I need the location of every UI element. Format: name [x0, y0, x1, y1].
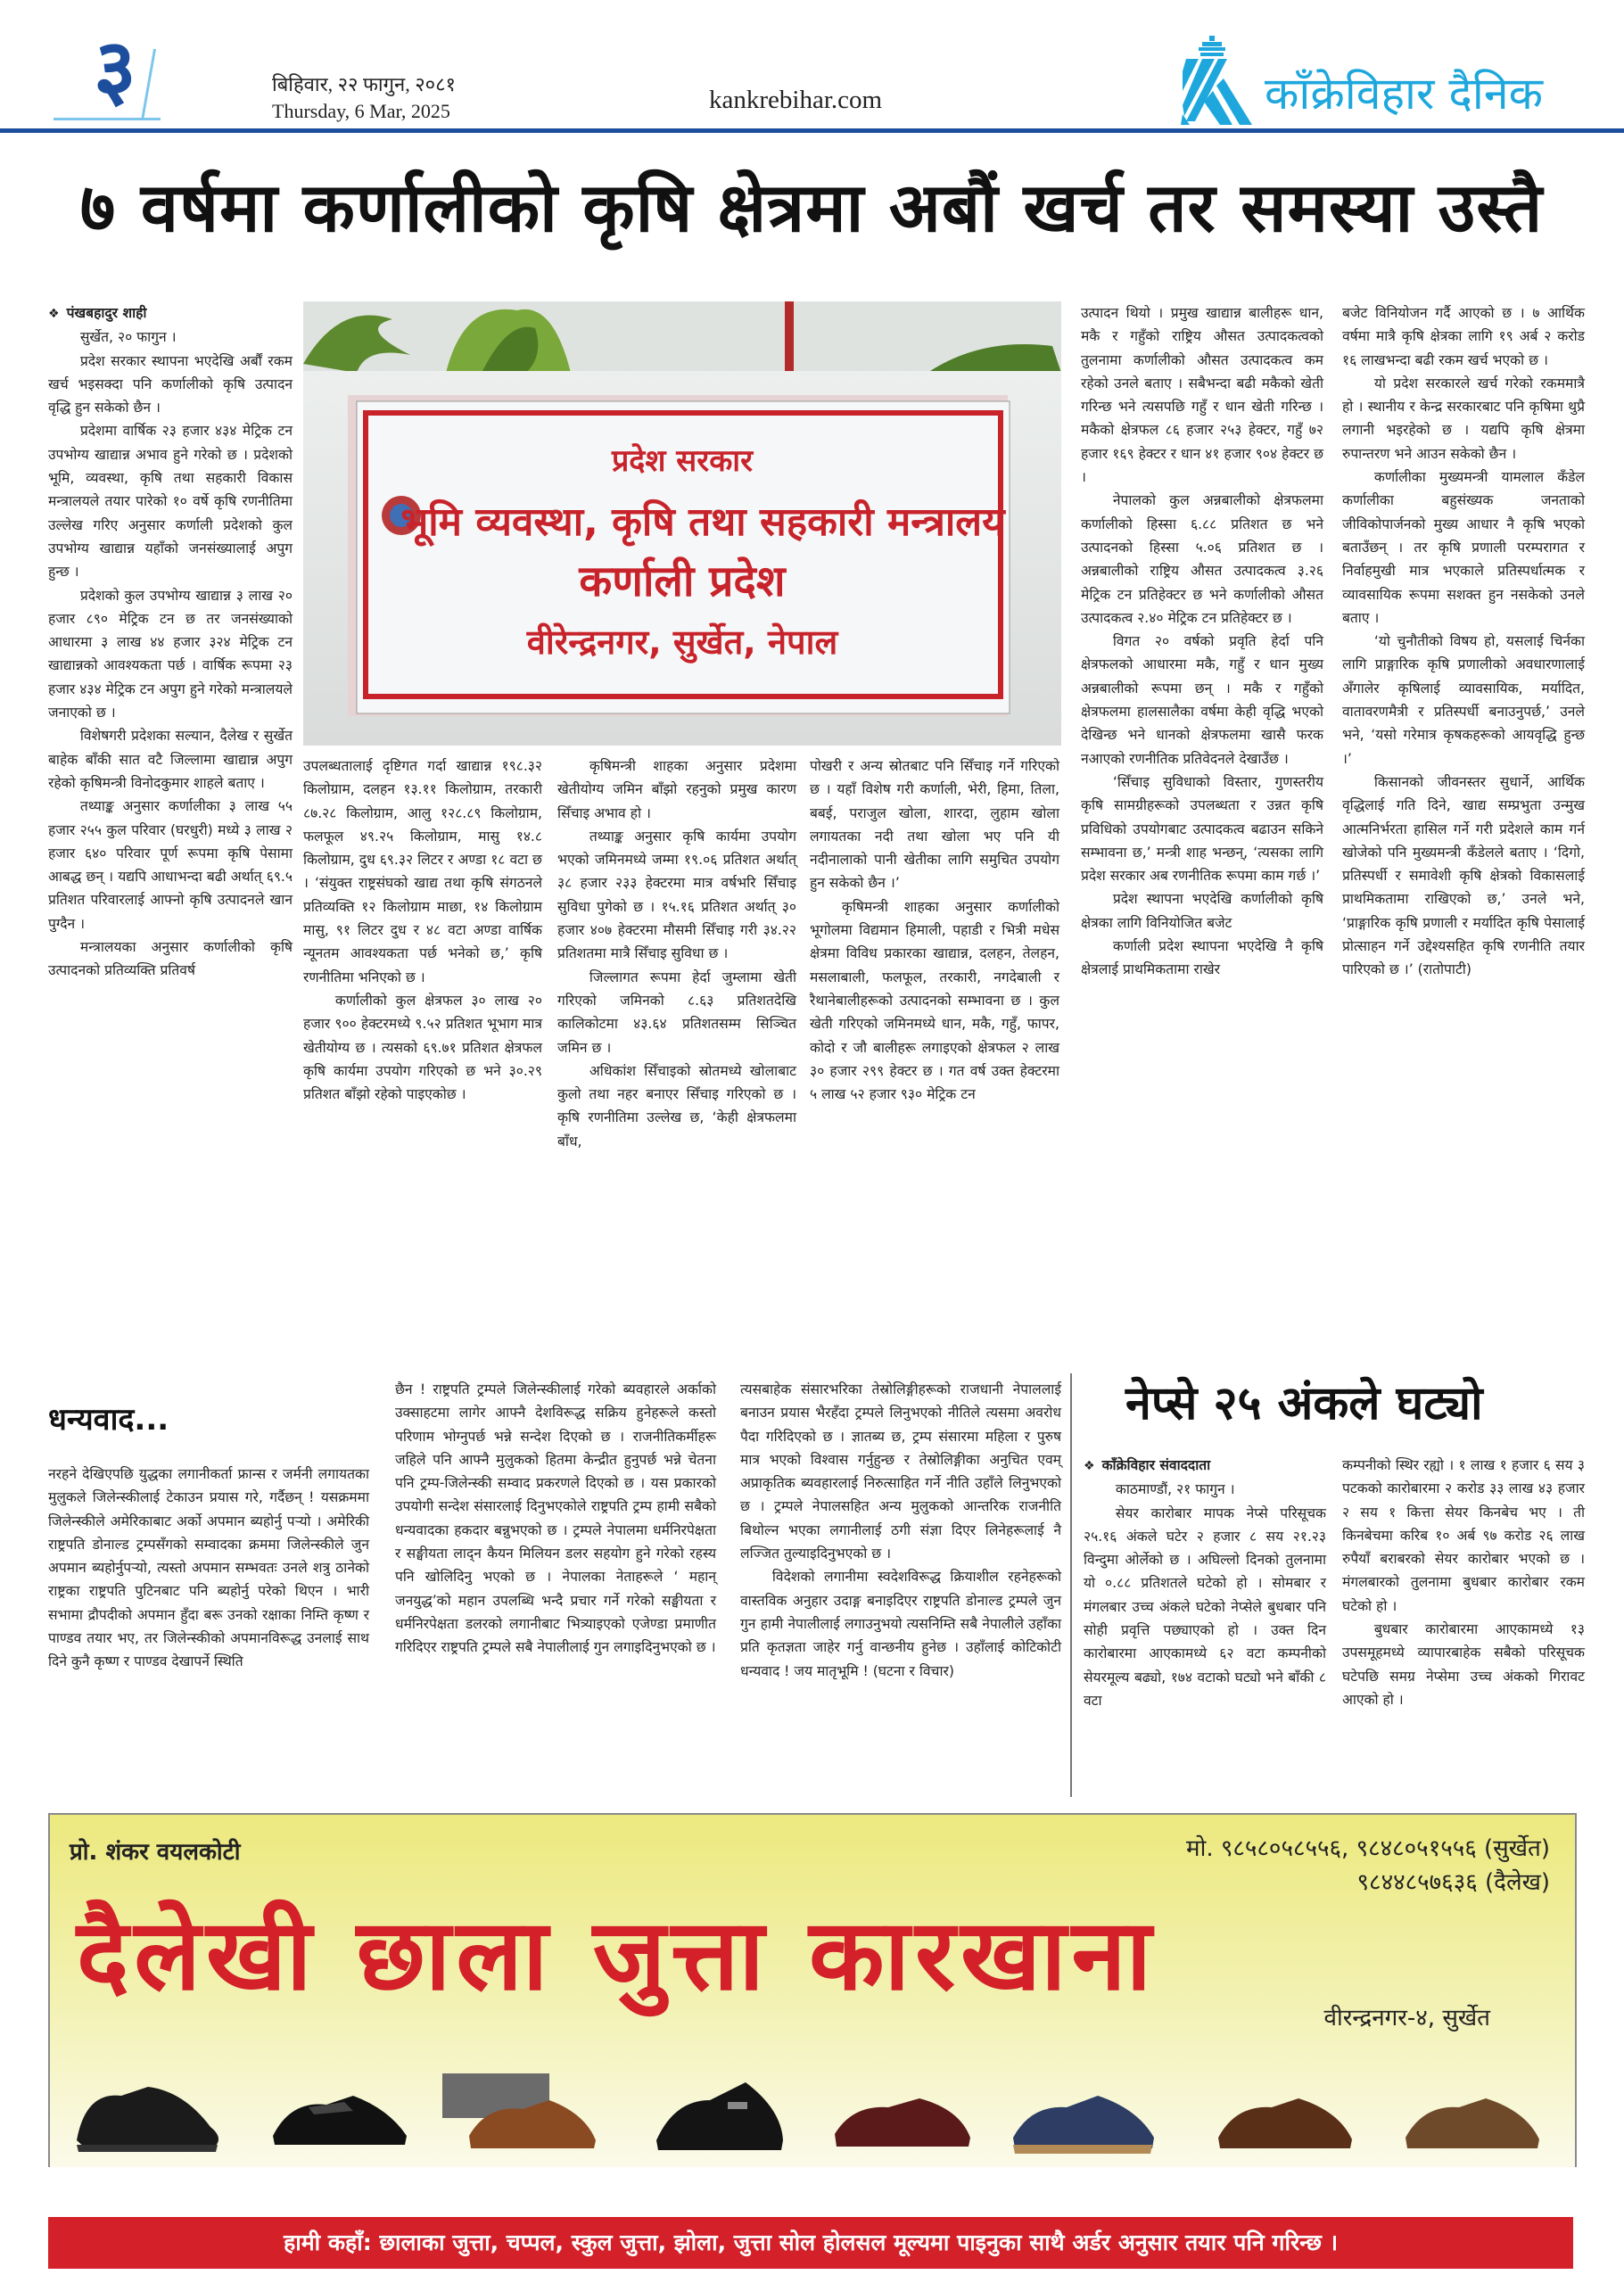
date-english: Thursday, 6 Mar, 2025 — [272, 100, 450, 122]
date-nepali: बिहिवार, २२ फागुन, २०८१ — [272, 73, 456, 95]
sign-line-4: वीरेन्द्रनगर, सुर्खेत, नेपाल — [526, 622, 838, 662]
shoe-image — [630, 2056, 790, 2163]
opinion-column-3 — [740, 1378, 1061, 1683]
paragraph: यो प्रदेश सरकारले खर्च गरेको रकममात्रै हो । स्थानीय र केन्द्र सरकारबाट पनि कृषिमा थुप्रै लगानी भइरहेको छ । यद्यपि कृषि क्षेत्रमा रुपान्तरण भने आउन सकेको छैन । — [1342, 375, 1585, 462]
paragraph: अधिकांश सिँचाइको स्रोतमध्ये खोलाबाट कुलो तथा नहर बनाएर सिँचाइ गरिएको छ । कृषि रणनीतिमा उल्लेख छ, ‘केही क्षेत्रफलमा बाँध, — [557, 1062, 796, 1150]
paragraph: ‘सिँचाइ सुविधाको विस्तार, गुणस्तरीय कृषि सामग्रीहरूको उपलब्धता र उन्नत कृषि प्रविधिको उपयोगबाट उत्पादकत्व बढाउन सकिने सम्भावना छ,’ मन्त्री शाह भन्छन्, ‘त्यसका लागि प्रदेश सरकार अब रणनीतिक रूपमा काम गर्छ ।’ — [1081, 773, 1323, 885]
sign-line-2: भूमि व्यवस्था, कृषि तथा सहकारी मन्त्रालय — [400, 499, 1005, 545]
paragraph: कर्णालीको कुल क्षेत्रफल ३० लाख २० हजार ९०० हेक्टरमध्ये ९.५२ प्रतिशत भूभाग मात्र खेतीयोग्य छ । त्यसको ६९.७१ प्रतिशत क्षेत्रफल कृषि कार्यमा उपयोग गरिएको छ भने ३०.२९ प्रतिशत बाँझो रहेको पाइएकोछ । — [303, 992, 542, 1103]
paragraph: नेपालको कुल अन्नबालीको क्षेत्रफलमा कर्णालीको हिस्सा ६.८८ प्रतिशत छ भने उत्पादनको हिस्सा ५.०६ प्रतिशत छ । अन्नबालीको राष्ट्रिय औसत उत्पादकत्व ३.२६ मेट्रिक टन प्रतिहेक्टर छ भने कर्णालीको औसत उत्पादकत्व २.४० मेट्रिक टन प्रतिहेक्टर छ । — [1081, 492, 1323, 626]
paragraph: कृषिमन्त्री शाहका अनुसार प्रदेशमा खेतीयोग्य जमिन बाँझो रहनुको प्रमुख कारण सिँचाइ अभाव हो । — [557, 758, 796, 821]
paragraph: ‘यो चुनौतीको विषय हो, यसलाई चिर्नका लागि प्राङ्गारिक कृषि प्रणालीको अवधारणालाई अँगालेर कृषिलाई व्यावसायिक, मर्यादित, वातावरणमैत्री र प्रतिस्पर्धी बनाउनुपर्छ,’ उनले भने, ‘यसो गरेमात्र कृषकहरूको आयवृद्धि हुन्छ ।’ — [1342, 633, 1585, 767]
main-article-column-6 — [1342, 301, 1585, 982]
shoe-image — [1200, 2056, 1361, 2163]
ad-owner: प्रो. शंकर वयलकोटी — [70, 1839, 241, 1866]
temple-logo-icon — [1177, 36, 1262, 129]
byline-author: काँक्रेविहार संवाददाता — [1101, 1457, 1211, 1473]
paragraph: छैन ! राष्ट्रपति ट्रम्पले जिलेन्स्कीलाई गरेको ब्यवहारले अर्काको उक्साहटमा लागेर आफ्नै देशविरूद्ध सक्रिय हुनेहरूले कस्तो परिणाम भोग्नुपर्छ भन्ने सन्देश दिएको छ । राजनीतिकर्मीहरू जहिले पनि आफ्नै मुलुकको हितमा केन्द्रीत हुनुपर्छ भन्ने चेतना पनि ट्रम्प-जिलेन्स्की सम्वाद प्रकरणले दिएको छ । यस प्रकारको उपयोगी सन्देश संसारलाई दिनुभएकोले राष्ट्रपति ट्रम्प हामी सबैको धन्यवादका हकदार बन्नुभएको छ । ट्रम्पले नेपालमा धर्मनिरपेक्षता र सङ्घीयता लाद्न कैयन मिलियन डलर सहयोग हुने गरेको रहस्य पनि खोलिदिनु भएको छ । नेपालका नेताहरूले ‘ महान् जनयुद्ध’को महान उपलब्धि भन्दै प्रचार गर्ने गरेको सङ्घीयता र धर्मनिरपेक्षता डलरको लगानीबाट भित्र्याइएको एजेण्डा प्रमाणीत गरिदिएर राष्ट्रपति ट्रम्पले सबै नेपालीलाई गुन लगाइदिनुभएको छ । — [395, 1381, 716, 1656]
dateline-location: सुर्खेत, २० फागुन । — [79, 329, 177, 346]
shoe-image — [442, 2056, 603, 2163]
byline-author: पंखबहादुर शाही — [66, 305, 147, 321]
paragraph: विगत २० वर्षको प्रवृति हेर्दा पनि क्षेत्रफलको आधारमा मकै, गहुँ र धान मुख्य अन्नबालीको रूपमा छन् । मकै र गहुँको क्षेत्रफलमा हालसालैका वर्षमा केही वृद्धि भएको देखिन्छ भने धानको क्षेत्रफलमा खासै फरक नआएको रणनीतिक प्रतिवेदनले देखाउँछ । — [1081, 633, 1323, 767]
ad-business-name: दैलेखी छाला जुत्ता कारखाना — [77, 1898, 1158, 2012]
paragraph: विशेषगरी प्रदेशका सल्यान, दैलेख र सुर्खेत बाहेक बाँकी सात वटै जिल्लामा खाद्यान्न अपुग रहेको कृषिमन्त्री विनोदकुमार शाहले बताए । — [48, 728, 293, 791]
shoe-factory-advertisement[interactable] — [48, 1813, 1577, 2167]
paragraph: कर्णाली प्रदेश स्थापना भएदेखि नै कृषि क्षेत्रलाई प्राथमिकतामा राखेर — [1081, 938, 1323, 978]
shoe-image — [1004, 2056, 1165, 2163]
opinion-headline: धन्यवाद... — [48, 1402, 169, 1438]
paragraph: सेयर कारोबार मापक नेप्से परिसूचक २५.१६ अंकले घटेर २ हजार ८ सय २१.२३ विन्दुमा ओर्लेको छ । अघिल्लो दिनको तुलनामा यो ०.८८ प्रतिशतले घटेको हो । सोमबार र मंगलबार उच्च अंकले घटेको नेप्सेले बुधबार पनि सोही प्रवृत्ति पछ्याएको हो । उक्त दिन कारोबारमा आएकामध्ये ६२ वटा कम्पनीको सेयरमूल्य बढ्यो, १७४ वटाको घट्यो भने बाँकी ८ वटा — [1084, 1504, 1326, 1709]
logo-wordmark: काँक्रेविहार दैनिक — [1265, 68, 1543, 120]
nepse-headline: नेप्से २५ अंकले घट्यो — [1125, 1377, 1483, 1430]
main-article-column-4 — [810, 754, 1059, 1106]
paragraph: मन्त्रालयका अनुसार कर्णालीको कृषि उत्पादनको प्रतिव्यक्ति प्रतिवर्ष — [48, 939, 293, 979]
ad-address: वीरन्द्रनगर-४, सुर्खेत — [1323, 2005, 1490, 2032]
byline — [48, 301, 293, 326]
sign-line-3: कर्णाली प्रदेश — [579, 556, 786, 606]
paragraph: कम्पनीको स्थिर रह्यो । १ लाख १ हजार ६ सय ३ पटकको कारोबारमा २ करोड ३३ लाख ४३ हजार २ सय १ कित्ता सेयर किनबेच भए । ती किनबेचमा करिब १० अर्ब ९७ करोड २६ लाख रुपैयाँ बराबरको सेयर कारोबार भएको छ । मंगलबारको तुलनामा बुधबार कारोबार रकम घटेको हो । — [1342, 1457, 1585, 1614]
website-link[interactable]: kankrebihar.com — [709, 86, 883, 114]
dateline — [272, 71, 456, 125]
paragraph: तथ्याङ्क अनुसार कृषि कार्यमा उपयोग भएको जमिनमध्ये जम्मा १९.०६ प्रतिशत अर्थात् ३८ हजार २३३ हेक्टरमा मात्र वर्षभरि सिँचाइ सुविधा पुगेको छ । १५.१६ प्रतिशत अर्थात् ३० हजार ४०७ हेक्टरमा मौसमी सिँचाइ गरी ३४.२२ प्रतिशतमा मात्रै सिँचाइ सुविधा छ । — [557, 828, 796, 962]
column-divider — [1070, 1373, 1072, 1797]
paragraph: किसानको जीवनस्तर सुधार्ने, आर्थिक वृद्धिलाई गति दिने, खाद्य सम्प्रभुता उन्मुख आत्मनिर्भरता हासिल गर्ने गरी प्रदेशले काम गर्न खोजेको पनि मुख्यमन्त्री कँडेलले बताए । ‘दिगो, प्रतिस्पर्धी र समावेशी कृषि क्षेत्रको विकासलाई प्राथमिकतामा राखिएको छ,’ उनले भने, ‘प्राङ्गारिक कृषि प्रणाली र मर्यादित कृषि पेसालाई प्रोत्साहन गर्ने उद्देश्यसहित कृषि रणनीति तयार पारिएको छ ।’ (रातोपाटी) — [1342, 773, 1585, 978]
paragraph: कर्णालीका मुख्यमन्त्री यामलाल कँडेल कर्णालीका बहुसंख्यक जनताको जीविकोपार्जनको मुख्य आधार नै कृषि भएको बताउँछन् । तर कृषि प्रणाली परम्परागत र निर्वाहमुखी मात्र भएकाले प्रतिस्पर्धात्मक र व्यावसायिक रूपमा सशक्त हुन नसकेको उनले बताए । — [1342, 469, 1585, 626]
shoe-image — [1388, 2056, 1548, 2163]
paragraph: उपलब्धतालाई दृष्टिगत गर्दा खाद्यान्न १९८.३२ किलोग्राम, दलहन १३.११ किलोग्राम, तरकारी ८७.२८ किलोग्राम, आलु १२८.८९ किलोग्राम, फलफूल ४९.२५ किलोग्राम, मासु १४.८ किलोग्राम, दुध ६९.३२ लिटर र अण्डा १८ वटा छ । ‘संयुक्त राष्ट्रसंघको खाद्य तथा कृषि संगठनले प्रतिव्यक्ति १२ किलोग्राम माछा, १४ किलोग्राम मासु, ९१ लिटर दुध र ४८ वटा अण्डा वार्षिक न्यूनतम आवश्यकता पर्छ भनेको छ,’ कृषि रणनीतिमा भनिएको छ । — [303, 758, 542, 985]
ministry-signboard-photo — [303, 301, 1061, 746]
shoe-image — [68, 2056, 228, 2163]
paragraph: त्यसबाहेक संसारभरिका तेस्रोलिङ्गीहरूको राजधानी नेपाललाई बनाउन प्रयास भैरहँदा ट्रम्पले लिनुभएको नीतिले त्यसमा अवरोध पैदा गरिदिएको छ । ज्ञातब्य छ, ट्रम्प संसारमा महिला र पुरुष मात्र भएको विश्वास गर्नुहुन्छ र तेस्रोलिङ्गीका अनुचित एवम् अप्राकृतिक ब्यवहारलाई निरुत्साहित गर्ने नीति उहाँले लिनुभएको छ । ट्रम्पले नेपालसहित अन्य मुलुकको आन्तरिक राजनीति बिथोल्न भएका लगानीलाई ठगी संज्ञा दिएर लिनेहरूलाई नै लज्जित तुल्याइदिनुभएको छ । — [740, 1381, 1061, 1562]
shoe-image — [255, 2056, 416, 2163]
paragraph: विदेशको लगानीमा स्वदेशविरूद्ध क्रियाशील रहनेहरूको वास्तविक अनुहार उदाङ्ग बनाइदिएर राष्ट्रपति डोनाल्ड ट्रम्पले जुन गुन हामी नेपालीलाई लगाउनुभयो त्यसनिम्ति सबै नेपालीले उहाँका प्रति कृतज्ञता जाहेर गर्नु वान्छनीय हुनेछ । उहाँलाई कोटिकोटी धन्यवाद ! जय मातृभूमि ! (घटना र विचार) — [740, 1569, 1061, 1679]
ad-phone-secondary: ९८४४८५७६३६ (दैलेख) — [1356, 1869, 1550, 1896]
paragraph: प्रदेशमा वार्षिक २३ हजार ४३४ मेट्रिक टन उपभोग्य खाद्यान्न अभाव हुने गरेको छ । प्रदेशको भूमि, व्यवस्था, कृषि तथा सहकारी विकास मन्त्रालयले तयार पारेको १० वर्षे कृषि रणनीतिमा उल्लेख गरिए अनुसार कर्णाली प्रदेशको कुल उपभोग्य खाद्यान्न यहाँको जनसंख्यालाई अपुग हुन्छ । — [48, 423, 293, 581]
diamond-bullet-icon: ❖ — [1084, 1459, 1095, 1473]
paragraph: बुधबार कारोबारमा आएकामध्ये १३ उपसमूहमध्ये व्यापारबाहेक सबैको परिसूचक घटेपछि समग्र नेप्सेमा उच्च अंकको गिरावट आएको हो । — [1342, 1621, 1585, 1708]
paragraph: कृषिमन्त्री शाहका अनुसार कर्णालीको भूगोलमा विद्यमान हिमाली, पहाडी र भित्री मधेस क्षेत्रमा विविध प्रकारका खाद्यान्न, दलहन, तेलहन, मसलाबाली, फलफूल, तरकारी, नगदेबाली र रैथानेबालीहरूको उत्पादनको सम्भावना छ । कुल खेती गरिएको जमिनमध्ये धान, मकै, गहुँ, फापर, कोदो र जौ बालीहरू लगाइएको क्षेत्रफल २ लाख ३० हजार २९९ हेक्टर छ । गत वर्ष उक्त हेक्टरमा ५ लाख ५२ हजार ९३० मेट्रिक टन — [810, 898, 1059, 1103]
paragraph: उत्पादन थियो । प्रमुख खाद्यान्न बालीहरू धान, मकै र गहुँको राष्ट्रिय औसत उत्पादकत्वको तुलनामा कर्णालीको औसत उत्पादकत्व कम रहेको उनले बताए । सबैभन्दा बढी मकैको खेती गरिन्छ भने त्यसपछि गहुँ र धान खेती गरिन्छ । मकैको क्षेत्रफल ८६ हजार २५३ हेक्टर, गहुँ ७२ हजार १६९ हेक्टर र धान ४१ हजार ९०४ हेक्टर छ । — [1081, 305, 1323, 486]
paragraph: प्रदेश स्थापना भएदेखि कर्णालीको कृषि क्षेत्रका लागि विनियोजित बजेट — [1081, 891, 1323, 931]
paragraph: जिल्लागत रूपमा हेर्दा जुम्लामा खेती गरिएको जमिनको ८.६३ प्रतिशतदेखि कालिकोटमा ४३.६४ प्रतिशतसम्म सिञ्चित जमिन छ । — [557, 968, 796, 1056]
paragraph: प्रदेशको कुल उपभोग्य खाद्यान्न ३ लाख २० हजार ८९० मेट्रिक टन छ तर जनसंख्याको आधारमा ३ लाख ४४ हजार ३२४ मेट्रिक टन खाद्यान्नको आवश्यकता पर्छ । वार्षिक रूपमा २३ हजार ४३४ मेट्रिक टन अपुग हुने गरेको मन्त्रालयले जनाएको छ । — [48, 587, 293, 721]
paragraph: प्रदेश सरकार स्थापना भएदेखि अर्बौं रकम खर्च भइसक्दा पनि कर्णालीको कृषि उत्पादन वृद्धि हुन सकेको छैन । — [48, 352, 293, 416]
ad-footer-banner: हामी कहाँ: छालाका जुत्ता, चप्पल, स्कुल जुत्ता, झोला, जुत्ता सोल होलसल मूल्यमा पाइनुका साथै अर्डर अनुसार तयार पनि गरिन्छ । — [48, 2217, 1573, 2269]
page-number-decor — [141, 49, 156, 120]
page-number-badge — [54, 21, 161, 120]
dateline-location: काठमाण्डौं, २१ फागुन । — [1115, 1481, 1235, 1498]
byline — [1084, 1454, 1326, 1478]
page-number: ३ — [94, 21, 136, 117]
main-article-column-5 — [1081, 301, 1323, 982]
masthead-logo — [1177, 36, 1587, 129]
opinion-column-1 — [48, 1463, 369, 1674]
main-headline: ७ वर्षमा कर्णालीको कृषि क्षेत्रमा अबौं खर्च तर समस्या उस्तै — [79, 168, 1544, 247]
diamond-bullet-icon: ❖ — [48, 307, 60, 321]
sign-line-1: प्रदेश सरकार — [611, 443, 754, 479]
main-article-column-2 — [303, 754, 542, 1106]
main-article-column-3 — [557, 754, 796, 1153]
paragraph: नरहने देखिएपछि युद्धका लगानीकर्ता फ्रान्स र जर्मनी लगायतका मुलुकले जिलेन्स्कीलाई टेकाउन प्रयास गरे, गर्दैछन् ! यसक्रममा जिलेन्स्कीले अमेरिकाबाट अर्को अपमान ब्यहोर्नु पऱ्यो । अमेरिकी राष्ट्रपति डोनाल्ड ट्रम्पसँगको सम्वादका क्रममा जिलेन्स्कीले जुन अपमान ब्यहोर्नुपऱ्यो, त्यस्तो अपमान सम्भवतः उनले शत्रु ठानेको राष्ट्रका राष्ट्रपति पुटिनबाट पनि ब्यहोर्नु परेको थिएन । भारी सभामा द्रौपदीको अपमान हुँदा बरू उनको रक्षाका निम्ति कृष्ण र पाण्डव तयार भए, तर जिलेन्स्कीको अपमानविरूद्ध उनलाई साथ दिने कुनै कृष्ण र पाण्डव देखापर्ने स्थिति — [48, 1466, 369, 1670]
main-article-column-1 — [48, 301, 293, 983]
opinion-column-2 — [395, 1378, 716, 1660]
paragraph: पोखरी र अन्य स्रोतबाट पनि सिँचाइ गर्ने गरिएको छ । यहाँ विशेष गरी कर्णाली, भेरी, हिमा, तिला, बबई, पराजुल खोला, शारदा, लुहाम खोला लगायतका नदी तथा खोला भए पनि यी नदीनालाको पानी खेतीका लागि समुचित उपयोग हुन सकेको छैन ।’ — [810, 758, 1059, 892]
paragraph: बजेट विनियोजन गर्दै आएको छ । ७ आर्थिक वर्षमा मात्रै कृषि क्षेत्रका लागि १९ अर्ब २ करोड १६ लाखभन्दा बढी रकम खर्च भएको छ । — [1342, 305, 1585, 368]
paragraph: तथ्याङ्क अनुसार कर्णालीका ३ लाख ५५ हजार २५५ कुल परिवार (घरधुरी) मध्ये ३ लाख २ हजार ६४० परिवार पूर्ण रूपमा कृषि पेसामा आबद्ध छन् । यद्यपि आधाभन्दा बढी अर्थात् ६९.५ प्रतिशत परिवारलाई आफ्नो कृषि उत्पादनले खान पुग्दैन । — [48, 798, 293, 932]
nepse-column-1 — [1084, 1454, 1326, 1712]
ad-phone-primary: मो. ९८५८०५८५५६, ९८४८०५१५५६ (सुर्खेत) — [1186, 1835, 1550, 1862]
header-divider — [0, 128, 1624, 133]
page-number-underline — [54, 118, 161, 120]
nepse-column-2 — [1342, 1454, 1585, 1711]
shoe-image — [817, 2056, 977, 2163]
